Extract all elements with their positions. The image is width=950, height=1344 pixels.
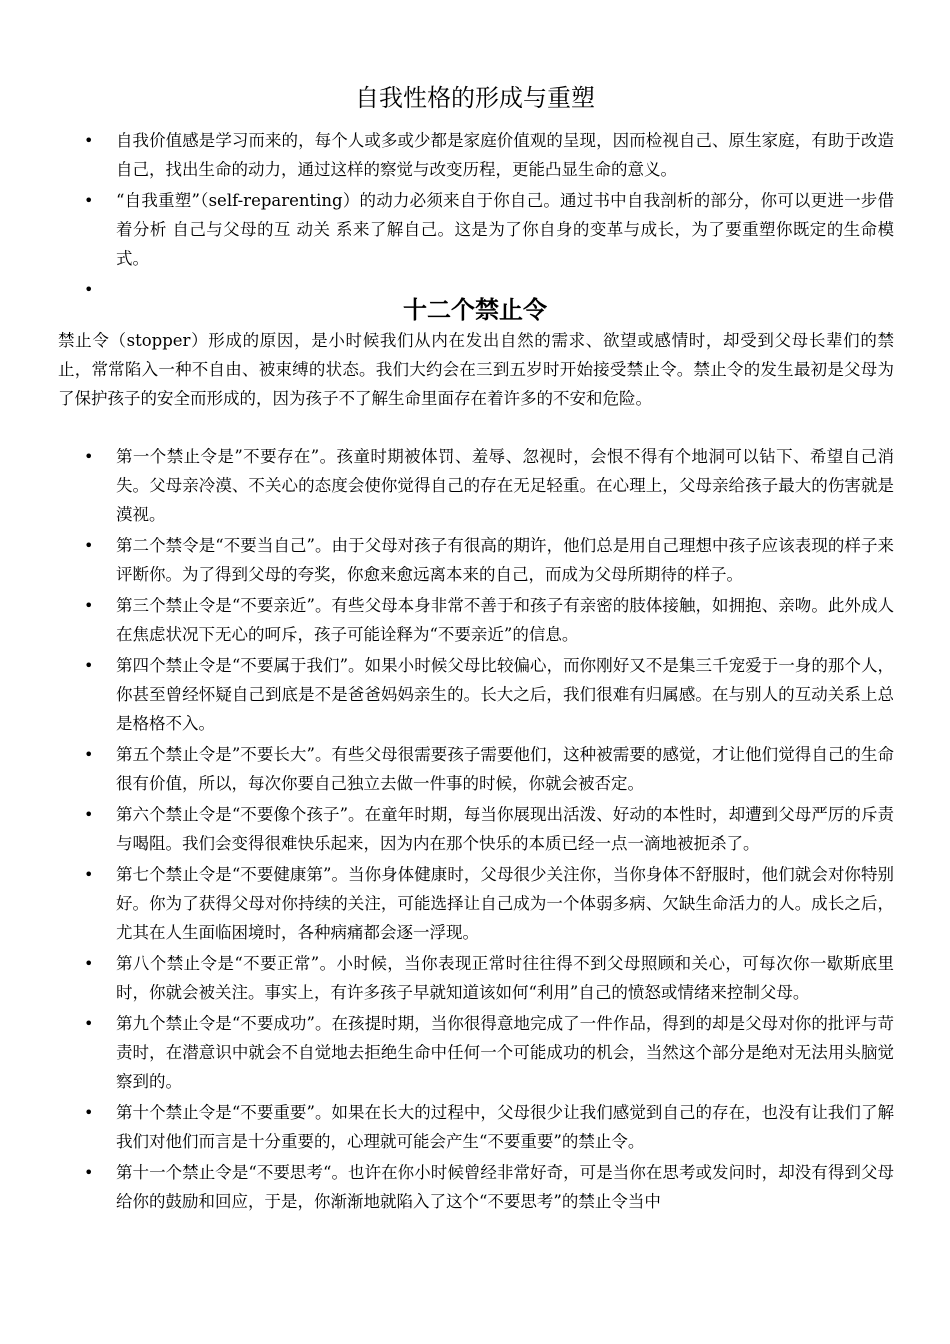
bullet-icon: •: [84, 805, 94, 824]
bullet-icon: •: [84, 954, 94, 973]
bullet-icon: •: [84, 745, 94, 764]
list-item: [0, 126, 950, 184]
section1-bullet-list: [0, 126, 950, 306]
section-title-self-character: 自我性格的形成与重塑: [355, 84, 595, 112]
list-item-text: 第三个禁止令是“不要亲近”。有些父母本身非常不善于和孩子有亲密的肢体接触，如拥抱、亲吻。此外成人在焦虑状况下无心的呵斥，孩子可能诠释为“不要亲近”的信息。: [116, 596, 894, 644]
list-item: [0, 1098, 950, 1156]
list-item: [0, 860, 950, 947]
list-item: [0, 1009, 950, 1096]
list-item-text: 第十个禁止令是“不要重要”。如果在长大的过程中，父母很少让我们感觉到自己的存在，也没有让我们了解我们对他们而言是十分重要的，心理就可能会产生“不要重要”的禁止令。: [116, 1103, 894, 1151]
list-item-text: 第一个禁止令是”不要存在”。孩童时期被体罚、羞辱、忽视时，会恨不得有个地洞可以钻下、希望自己消失。父母亲冷漠、不关心的态度会使你觉得自己的存在无足轻重。在心理上，父母亲给孩子最大的伤害就是漠视。: [116, 447, 894, 524]
list-item-text: 第五个禁止令是”不要长大”。有些父母很需要孩子需要他们，这种被需要的感觉，才让他们觉得自己的生命很有价值，所以，每次你要自己独立去做一件事的时候，你就会被否定。: [116, 745, 894, 793]
list-item-text: 第二个禁令是“不要当自己”。由于父母对孩子有很高的期许，他们总是用自己理想中孩子应该表现的样子来评断你。为了得到父母的夸奖，你愈来愈远离本来的自己，而成为父母所期待的样子。: [116, 536, 894, 584]
section-title-twelve-stoppers: 十二个禁止令: [403, 296, 547, 324]
list-item: [0, 591, 950, 649]
list-item: [0, 800, 950, 858]
list-item: [0, 442, 950, 529]
bullet-icon: •: [84, 656, 94, 675]
list-item-text: 第九个禁止令是“不要成功”。在孩提时期，当你很得意地完成了一件作品，得到的却是父母对你的批评与苛责时，在潜意识中就会不自觉地去拒绝生命中任何一个可能成功的机会，当然这个部分是绝对无法用头脑觉察到的。: [116, 1014, 894, 1091]
list-item: [0, 949, 950, 1007]
list-item-text: 第八个禁止令是“不要正常”。小时候，当你表现正常时往往得不到父母照顾和关心，可每次你一歇斯底里时，你就会被关注。事实上，有许多孩子早就知道该如何“利用”自己的愤怒或情绪来控制父母。: [116, 954, 894, 1002]
list-item-text: 第十一个禁止令是“不要思考“。也许在你小时候曾经非常好奇，可是当你在思考或发问时，却没有得到父母给你的鼓励和回应，于是，你渐渐地就陷入了这个“不要思考”的禁止令当中: [116, 1163, 894, 1211]
bullet-icon: •: [84, 1103, 94, 1122]
list-item-text: “自我重塑”（self-reparenting）的动力必须来自于你自己。通过书中自我剖析的部分，你可以更进一步借着分析 自己与父母的互 动关 系来了解自己。这是为了你自身的变革与成长，为了要重塑你既定的生命模式。: [116, 191, 894, 268]
bullet-icon: •: [84, 596, 94, 615]
list-item-text: 自我价值感是学习而来的，每个人或多或少都是家庭价值观的呈现，因而检视自己、原生家庭，有助于改造自己，找出生命的动力，通过这样的察觉与改变历程，更能凸显生命的意义。: [116, 131, 894, 179]
bullet-icon: •: [84, 447, 94, 466]
list-item: [0, 651, 950, 738]
intro-paragraph: 禁止令（stopper）形成的原因，是小时候我们从内在发出自然的需求、欲望或感情时，却受到父母长辈们的禁止，常常陷入一种不自由、被束缚的状态。我们大约会在三到五岁时开始接受禁止令。禁止令的发生最初是父母为了保护孩子的安全而形成的，因为孩子不了解生命里面存在着许多的不安和危险。: [58, 331, 894, 408]
bullet-icon: •: [84, 1014, 94, 1033]
list-item-text: 第四个禁止令是“不要属于我们”。如果小时候父母比较偏心，而你刚好又不是集三千宠爱于一身的那个人，你甚至曾经怀疑自己到底是不是爸爸妈妈亲生的。长大之后，我们很难有归属感。在与别人的互动关系上总是格格不入。: [116, 656, 894, 733]
bullet-icon: •: [84, 280, 94, 299]
bullet-icon: •: [84, 191, 94, 210]
stoppers-bullet-list: [0, 442, 950, 1218]
list-item: [0, 186, 950, 273]
bullet-icon: •: [84, 536, 94, 555]
list-item-text: 第七个禁止令是“不要健康第”。当你身体健康时，父母很少关注你，当你身体不舒服时，他们就会对你特别好。你为了获得父母对你持续的关注，可能选择让自己成为一个体弱多病、欠缺生命活力的人。成长之后，尤其在人生面临困境时，各种病痛都会逐一浮现。: [116, 865, 894, 942]
bullet-icon: •: [84, 865, 94, 884]
list-item-text: 第六个禁止令是“不要像个孩子”。在童年时期，每当你展现出活泼、好动的本性时，却遭到父母严厉的斥责与喝阻。我们会变得很难快乐起来，因为内在那个快乐的本质已经一点一滴地被扼杀了。: [116, 805, 894, 853]
list-item: [0, 1158, 950, 1216]
list-item: [0, 531, 950, 589]
list-item: [0, 740, 950, 798]
bullet-icon: •: [84, 1163, 94, 1182]
bullet-icon: •: [84, 131, 94, 150]
